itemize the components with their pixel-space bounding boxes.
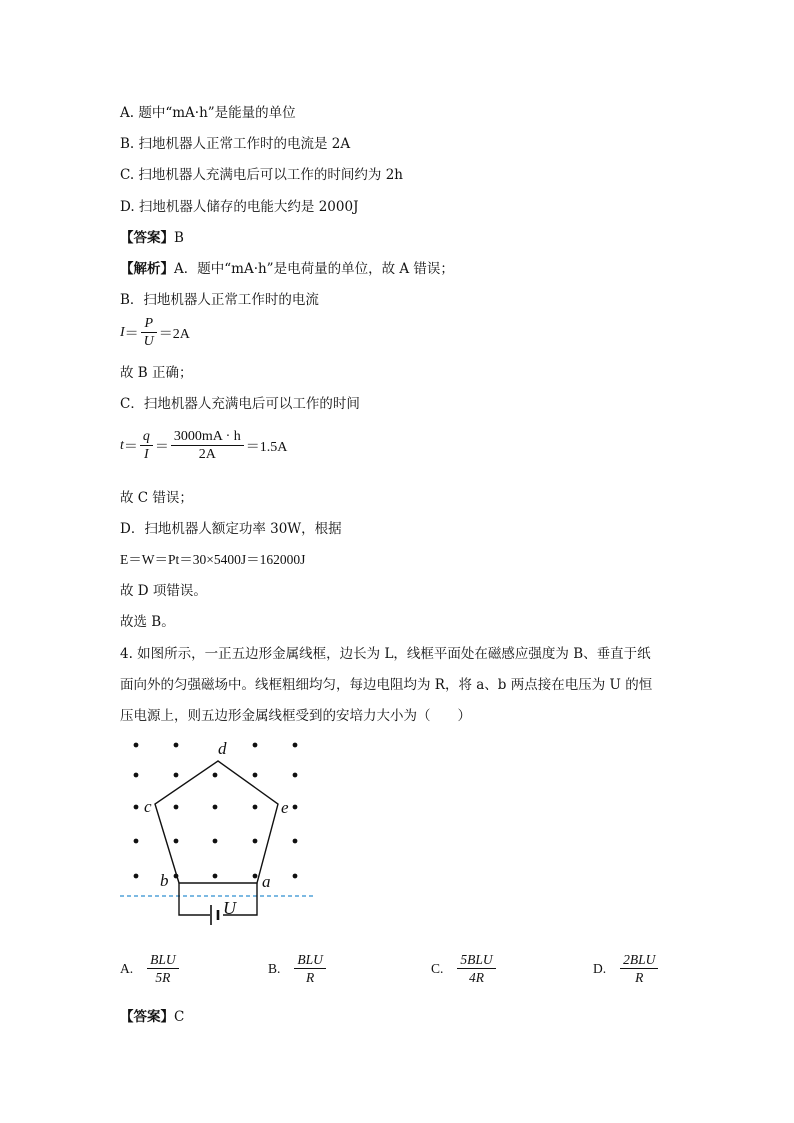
q4-stem-2: 面向外的匀强磁场中。线框粗细均匀，每边电阻均为 R，将 a、b 两点接在电压为 U 的恒 bbox=[120, 677, 653, 693]
eq2-eq: ＝ bbox=[123, 439, 138, 455]
eq2-eq-b: ＝ bbox=[154, 439, 169, 455]
q4-option-d-label: D. bbox=[593, 960, 607, 976]
option-b: B. 扫地机器人正常工作时的电流是 2A bbox=[120, 136, 351, 152]
eq1-rhs: ＝2A bbox=[158, 326, 190, 342]
q4-option-d-num: 2BLU bbox=[620, 951, 658, 969]
analysis-line-8: 故 D 项错误。 bbox=[120, 583, 207, 599]
q4-option-c-label: C. bbox=[431, 960, 444, 976]
q4-option-d-fraction bbox=[620, 951, 658, 986]
eq1-eq: ＝ bbox=[124, 326, 139, 342]
equation-time bbox=[120, 428, 287, 463]
equation-current bbox=[120, 315, 190, 350]
field-dot bbox=[213, 839, 218, 844]
q4-stem-3: 压电源上，则五边形金属线框受到的安培力大小为（ ） bbox=[120, 708, 471, 724]
field-dot bbox=[293, 874, 298, 879]
eq2-num1: q bbox=[140, 428, 153, 446]
option-d: D. 扫地机器人储存的电能大约是 2000J bbox=[120, 199, 359, 215]
q4-option-b bbox=[268, 951, 328, 986]
analysis-line-7: E＝W＝Pt＝30×5400J＝162000J bbox=[120, 552, 306, 567]
answer-value: B bbox=[174, 230, 184, 246]
vertex-label-e: e bbox=[281, 798, 289, 817]
eq2-rhs: ＝1.5A bbox=[245, 439, 288, 455]
q4-option-a-den: 5R bbox=[155, 970, 171, 985]
q4-option-a bbox=[120, 951, 181, 986]
vertex-label-d: d bbox=[218, 739, 227, 758]
pentagon-frame bbox=[155, 761, 278, 883]
eq2-fraction-2 bbox=[171, 428, 244, 463]
field-dot bbox=[174, 839, 179, 844]
analysis-line-5: 故 C 错误； bbox=[120, 490, 193, 506]
field-dot bbox=[293, 839, 298, 844]
q4-option-c bbox=[431, 951, 498, 986]
analysis-line-1 bbox=[120, 260, 454, 278]
option-a: A. 题中“mA·h”是能量的单位 bbox=[120, 105, 296, 121]
q4-stem-1: 4. 如图所示，一正五边形金属线框，边长为 L，线框平面处在磁感应强度为 B、垂直于纸 bbox=[120, 646, 651, 662]
option-c: C. 扫地机器人充满电后可以工作的时间约为 2h bbox=[120, 167, 404, 183]
eq2-lhs: t bbox=[120, 437, 124, 453]
field-dot bbox=[134, 743, 139, 748]
field-dot bbox=[253, 805, 258, 810]
field-dot bbox=[213, 805, 218, 810]
eq2-den2: 2A bbox=[198, 447, 216, 462]
field-dot bbox=[253, 773, 258, 778]
field-dot bbox=[253, 839, 258, 844]
pentagon-field-figure bbox=[118, 735, 328, 935]
q4-option-b-num: BLU bbox=[294, 951, 326, 969]
vertex-label-c: c bbox=[144, 797, 152, 816]
eq2-den1: I bbox=[144, 447, 149, 462]
q4-option-a-num: BLU bbox=[147, 951, 179, 969]
q4-option-b-fraction bbox=[294, 951, 326, 986]
q4-option-b-den: R bbox=[306, 970, 315, 985]
field-dot bbox=[253, 743, 258, 748]
field-dot bbox=[213, 773, 218, 778]
q4-answer-value: C bbox=[174, 1009, 185, 1025]
analysis-line-3: 故 B 正确； bbox=[120, 365, 193, 381]
field-dot bbox=[253, 874, 258, 879]
q4-option-c-num: 5BLU bbox=[457, 951, 495, 969]
answer-label: 【答案】 bbox=[120, 230, 174, 246]
field-dot bbox=[174, 805, 179, 810]
eq1-num: P bbox=[141, 315, 157, 333]
analysis-line-6: D．扫地机器人额定功率 30W，根据 bbox=[120, 521, 342, 537]
eq1-den: U bbox=[143, 334, 154, 349]
answer-line bbox=[120, 229, 184, 247]
q4-option-c-fraction bbox=[457, 951, 495, 986]
eq1-fraction bbox=[141, 315, 157, 350]
q4-option-d-den: R bbox=[635, 970, 644, 985]
field-dot bbox=[134, 773, 139, 778]
analysis-label: 【解析】 bbox=[120, 261, 174, 277]
q4-answer-line bbox=[120, 1008, 184, 1026]
field-dot bbox=[293, 743, 298, 748]
eq1-lhs: I bbox=[120, 324, 125, 340]
analysis-line-4: C．扫地机器人充满电后可以工作的时间 bbox=[120, 396, 360, 412]
field-dot bbox=[293, 773, 298, 778]
q4-option-b-label: B. bbox=[268, 960, 281, 976]
vertex-label-a: a bbox=[262, 872, 271, 891]
field-dot bbox=[293, 805, 298, 810]
analysis-line-2: B．扫地机器人正常工作时的电流 bbox=[120, 292, 319, 308]
eq2-fraction-1 bbox=[140, 428, 153, 463]
q4-option-d bbox=[593, 951, 660, 986]
eq2-num2: 3000mA · h bbox=[171, 428, 244, 446]
field-dot bbox=[174, 773, 179, 778]
q4-option-a-fraction bbox=[147, 951, 179, 986]
q4-answer-label: 【答案】 bbox=[120, 1009, 174, 1025]
field-dot bbox=[134, 805, 139, 810]
q4-option-c-den: 4R bbox=[469, 970, 485, 985]
field-dot bbox=[174, 743, 179, 748]
q4-option-a-label: A. bbox=[120, 960, 134, 976]
vertex-label-b: b bbox=[160, 871, 169, 890]
field-dot bbox=[213, 874, 218, 879]
analysis-text-a: A．题中“mA·h”是电荷量的单位，故 A 错误； bbox=[174, 261, 454, 277]
field-dot bbox=[134, 839, 139, 844]
source-label-u: U bbox=[223, 898, 236, 918]
circuit-wire bbox=[179, 883, 210, 915]
analysis-line-9: 故选 B。 bbox=[120, 614, 175, 630]
field-dot bbox=[134, 874, 139, 879]
